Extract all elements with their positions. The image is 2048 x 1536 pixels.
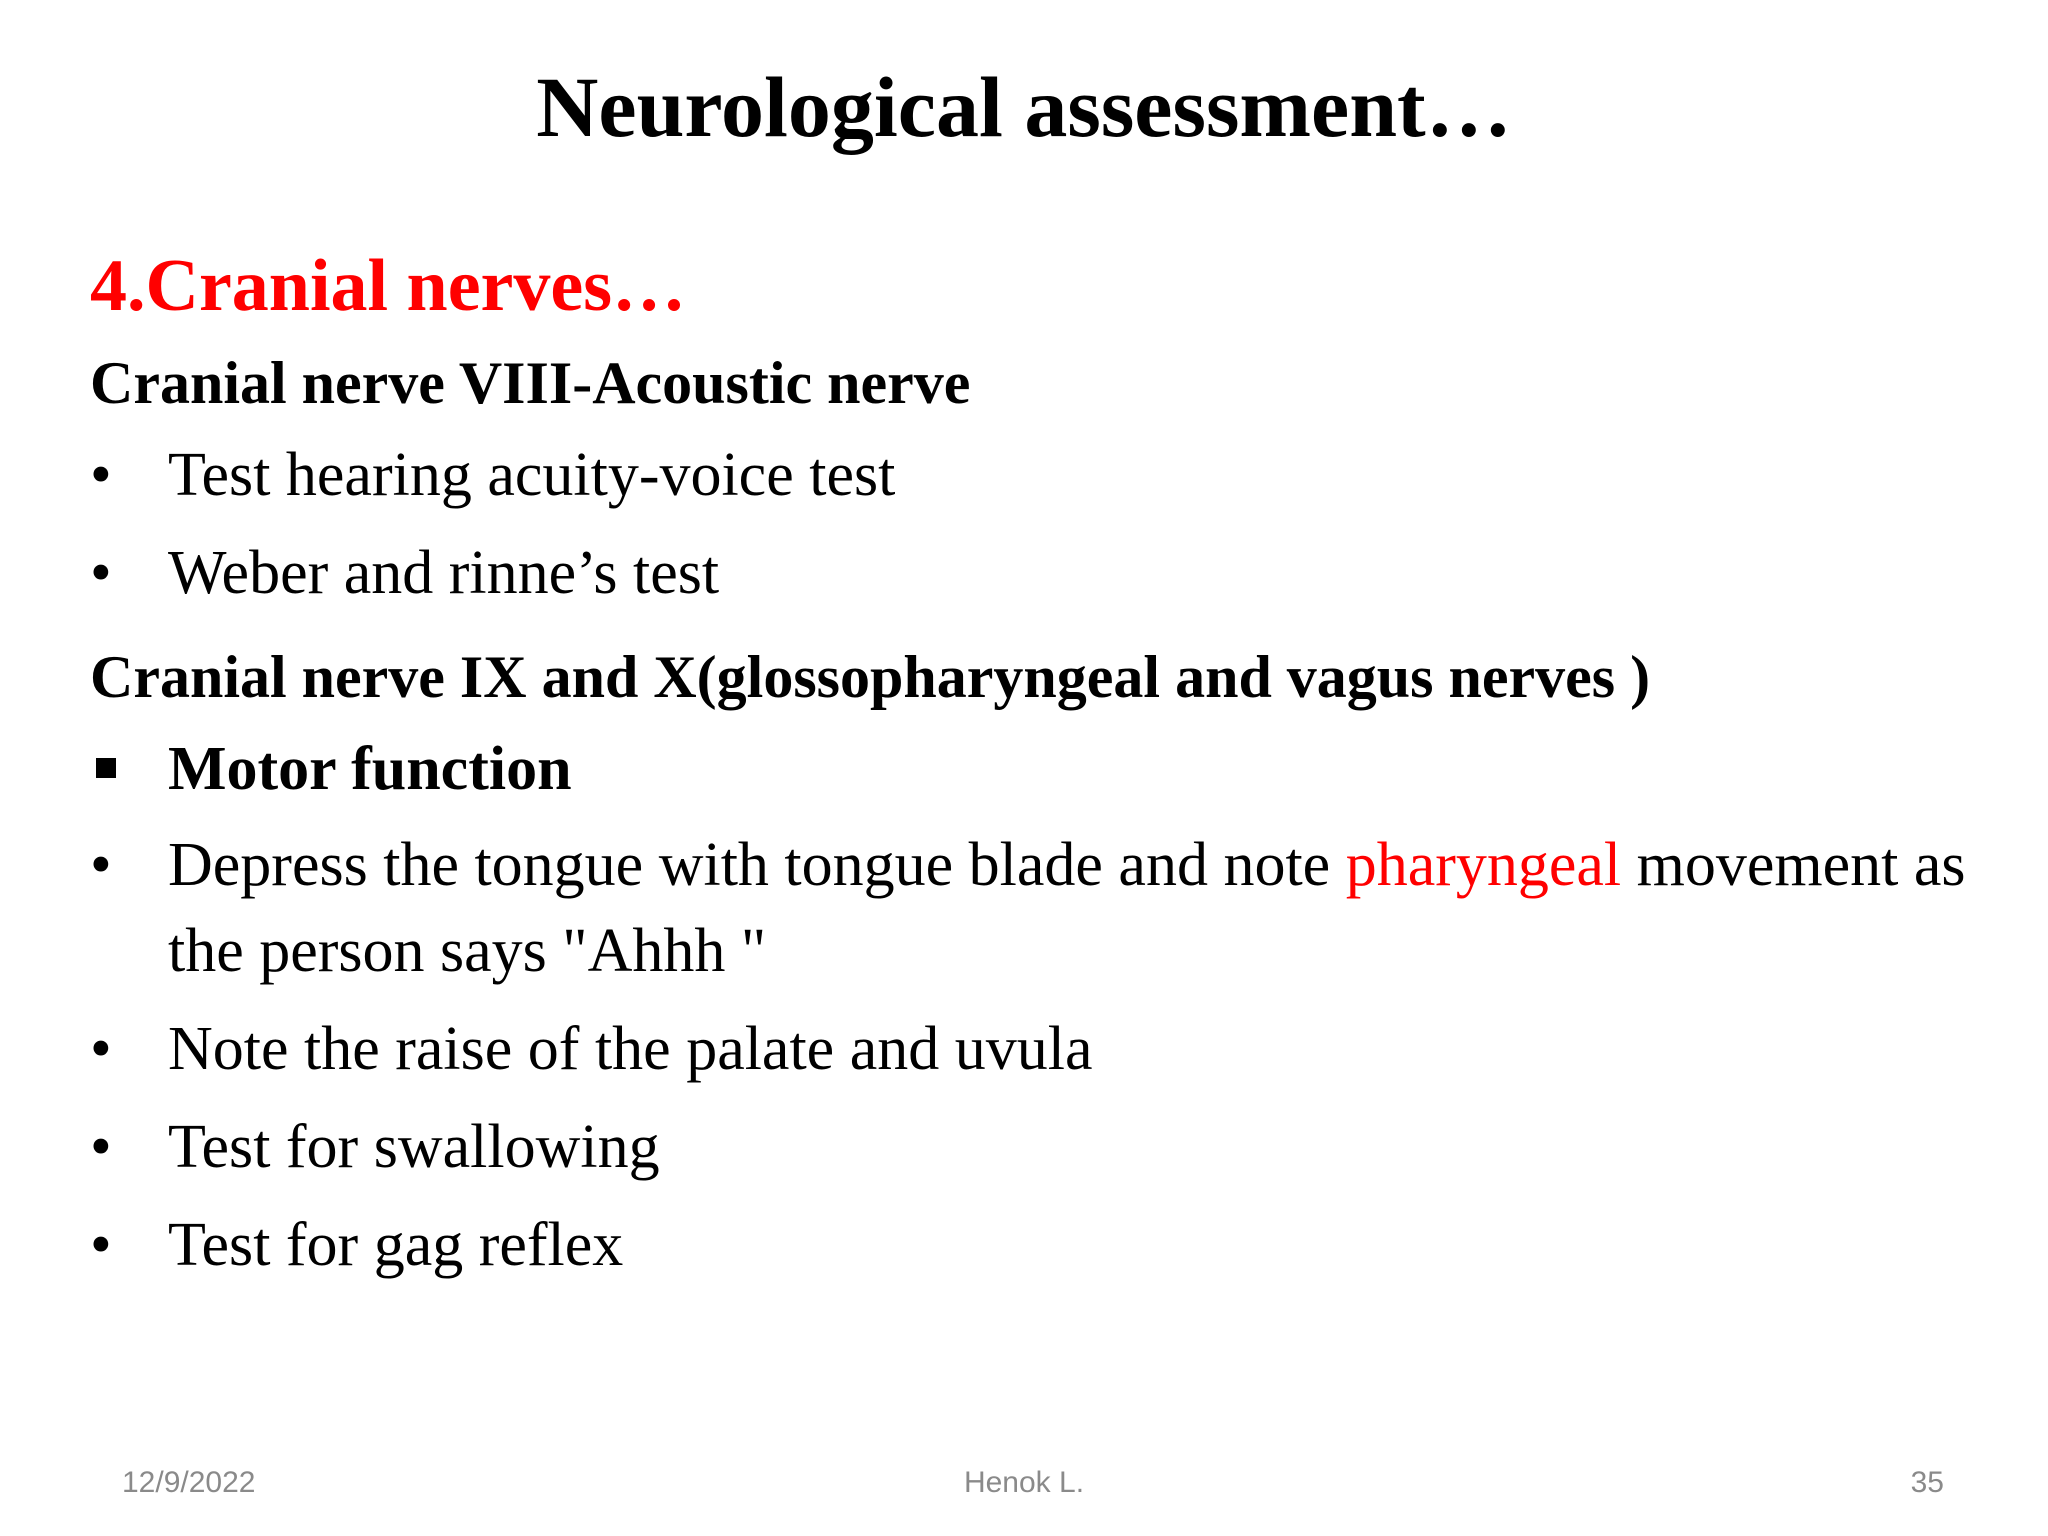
footer-author: Henok L. — [963, 1466, 1085, 1499]
slide-title: Neurological assessment… — [536, 59, 1512, 155]
cranial-nerve-viii-heading: Cranial nerve VIII-Acoustic nerve — [90, 350, 971, 416]
bullet-icon: • — [90, 441, 112, 509]
list-item — [90, 1006, 2010, 1092]
list-item-text: Weber and rinne’s test — [168, 539, 720, 607]
list-item-text-part: movement as the person says "Ahhh " — [168, 831, 1966, 985]
motor-function-subheading — [90, 726, 2010, 812]
bullet-icon: • — [90, 1015, 112, 1083]
list-item — [90, 822, 2010, 994]
highlighted-term: pharyngeal — [1345, 831, 1622, 899]
bullet-icon: • — [90, 1113, 112, 1181]
list-item-text: Test for swallowing — [168, 1113, 660, 1181]
list-item-text: Note the raise of the palate and uvula — [168, 1015, 1093, 1083]
list-item — [90, 432, 2010, 518]
subheading-text: Motor function — [168, 735, 572, 803]
square-bullet-icon — [96, 758, 116, 778]
bullet-icon: • — [90, 539, 112, 607]
bullet-icon: • — [90, 1211, 112, 1279]
list-item — [90, 1104, 2010, 1190]
cranial-nerve-ix-x-heading: Cranial nerve IX and X(glossopharyngeal and vagus nerves ) — [90, 644, 1651, 710]
list-item — [90, 1202, 2010, 1288]
bullet-icon: • — [90, 831, 112, 899]
section-subtitle: 4.Cranial nerves… — [90, 245, 687, 327]
list-item-text: Test hearing acuity-voice test — [168, 441, 896, 509]
footer-page-number: 35 — [1910, 1466, 1944, 1499]
list-item-text-part: Depress the tongue with tongue blade and note — [168, 831, 1346, 899]
footer-date: 12/9/2022 — [122, 1466, 256, 1499]
list-item-text: Test for gag reflex — [168, 1211, 624, 1279]
list-item — [90, 530, 2010, 616]
slide-content — [90, 236, 2010, 1300]
